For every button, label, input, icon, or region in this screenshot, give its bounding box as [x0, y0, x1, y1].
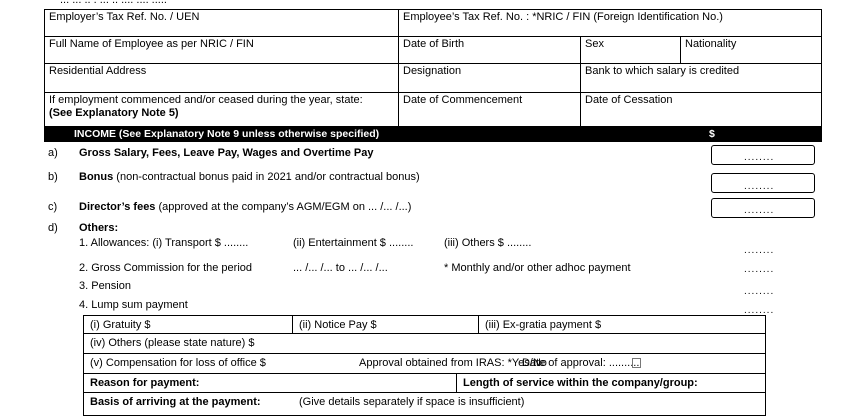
item-c-desc: (approved at the company’s AGM/EGM on ... /... /...): [155, 201, 412, 213]
residential-address-field[interactable]: [44, 63, 399, 93]
allowances-dots: ........: [744, 245, 775, 256]
others-nature-field[interactable]: [83, 333, 766, 354]
currency-symbol: $: [709, 128, 715, 140]
gross-salary-dots: ........: [744, 152, 775, 163]
length-service-label: Length of service within the company/group:: [463, 377, 698, 389]
item-b-bold: Bonus: [79, 171, 114, 183]
item-c-text: [79, 201, 411, 214]
directors-fees-dots: ........: [744, 205, 775, 216]
gratuity-label: (i) Gratuity $: [90, 319, 151, 331]
allowances-entertainment: (ii) Entertainment $ ........: [293, 237, 414, 249]
gross-commission-label: 2. Gross Commission for the period: [79, 262, 253, 274]
reason-label: Reason for payment:: [90, 377, 200, 389]
notice-pay-label: (ii) Notice Pay $: [299, 319, 377, 331]
item-c-letter: c): [48, 201, 58, 213]
residential-address-label: Residential Address: [49, 65, 147, 77]
item-b-letter: b): [48, 171, 58, 183]
full-name-label: Full Name of Employee as per NRIC / FIN: [49, 38, 254, 50]
compensation-label: (v) Compensation for loss of office $: [90, 357, 266, 369]
nationality-field[interactable]: [680, 36, 822, 64]
date-commencement-field[interactable]: [398, 92, 581, 127]
income-header-bar: [44, 126, 822, 142]
length-service-field[interactable]: [456, 373, 766, 393]
pension-dots: ........: [744, 286, 775, 297]
employment-dates-note: [44, 92, 399, 127]
gratuity-field[interactable]: [83, 315, 293, 334]
nationality-label: Nationality: [685, 38, 737, 50]
ex-gratia-field[interactable]: [478, 315, 766, 334]
date-approval-label: Date of approval: ..........: [522, 357, 640, 369]
bonus-dots: ........: [744, 181, 775, 192]
notice-pay-field[interactable]: [292, 315, 479, 334]
pension-label: 3. Pension: [79, 280, 131, 292]
cropped-heading: ... ... .. . ... .. .... .... .....: [60, 0, 167, 6]
basis-field[interactable]: [83, 392, 766, 416]
monthly-adhoc-note: * Monthly and/or other adhoc payment: [444, 262, 631, 274]
employee-tax-ref-label: Employee’s Tax Ref. No. : *NRIC / FIN (Foreign Identification No.): [403, 11, 723, 23]
lump-sum-label: 4. Lump sum payment: [79, 299, 188, 311]
item-a-letter: a): [48, 147, 58, 159]
bank-label: Bank to which salary is credited: [585, 65, 740, 77]
item-b-text: [79, 171, 420, 184]
checkbox-icon[interactable]: [632, 358, 641, 368]
item-b-desc: (non-contractual bonus paid in 2021 and/or contractual bonus): [113, 171, 420, 183]
basis-label: Basis of arriving at the payment:: [90, 396, 261, 408]
reason-field[interactable]: [83, 373, 457, 393]
employer-tax-ref-label: Employer’s Tax Ref. No. / UEN: [49, 11, 200, 23]
full-name-field[interactable]: [44, 36, 399, 64]
employment-note-line2: (See Explanatory Note 5): [49, 107, 179, 119]
item-a-text: Gross Salary, Fees, Leave Pay, Wages and Overtime Pay: [79, 147, 374, 159]
employment-note-line1: If employment commenced and/or ceased during the year, state:: [49, 94, 363, 106]
date-of-birth-field[interactable]: [398, 36, 581, 64]
item-d-letter: d): [48, 222, 58, 234]
compensation-row[interactable]: [83, 353, 766, 374]
ex-gratia-label: (iii) Ex-gratia payment $: [485, 319, 602, 331]
approval-label: Approval obtained from IRAS: *Yes/No: [359, 357, 547, 369]
date-cessation-field[interactable]: [580, 92, 822, 127]
sex-label: Sex: [585, 38, 604, 50]
item-c-bold: Director’s fees: [79, 201, 156, 213]
date-commencement-label: Date of Commencement: [403, 94, 523, 106]
gross-commission-period: ... /... /... to ... /... /...: [293, 262, 388, 274]
others-nature-label: (iv) Others (please state nature) $: [90, 337, 255, 349]
commission-dots: ........: [744, 264, 775, 275]
date-cessation-label: Date of Cessation: [585, 94, 673, 106]
employer-tax-ref-field[interactable]: [44, 9, 399, 37]
basis-note: (Give details separately if space is insufficient): [299, 396, 525, 408]
employee-tax-ref-field[interactable]: [398, 9, 822, 37]
allowances-others: (iii) Others $ ........: [444, 237, 532, 249]
designation-field[interactable]: [398, 63, 581, 93]
item-d-title: Others:: [79, 222, 119, 234]
sex-field[interactable]: [580, 36, 681, 64]
income-header-text: INCOME (See Explanatory Note 9 unless otherwise specified): [74, 128, 380, 140]
bank-field[interactable]: [580, 63, 822, 93]
allowances-transport: 1. Allowances: (i) Transport $ ........: [79, 237, 249, 249]
lump-sum-dots: ........: [744, 305, 775, 316]
date-of-birth-label: Date of Birth: [403, 38, 465, 50]
designation-label: Designation: [403, 65, 462, 77]
